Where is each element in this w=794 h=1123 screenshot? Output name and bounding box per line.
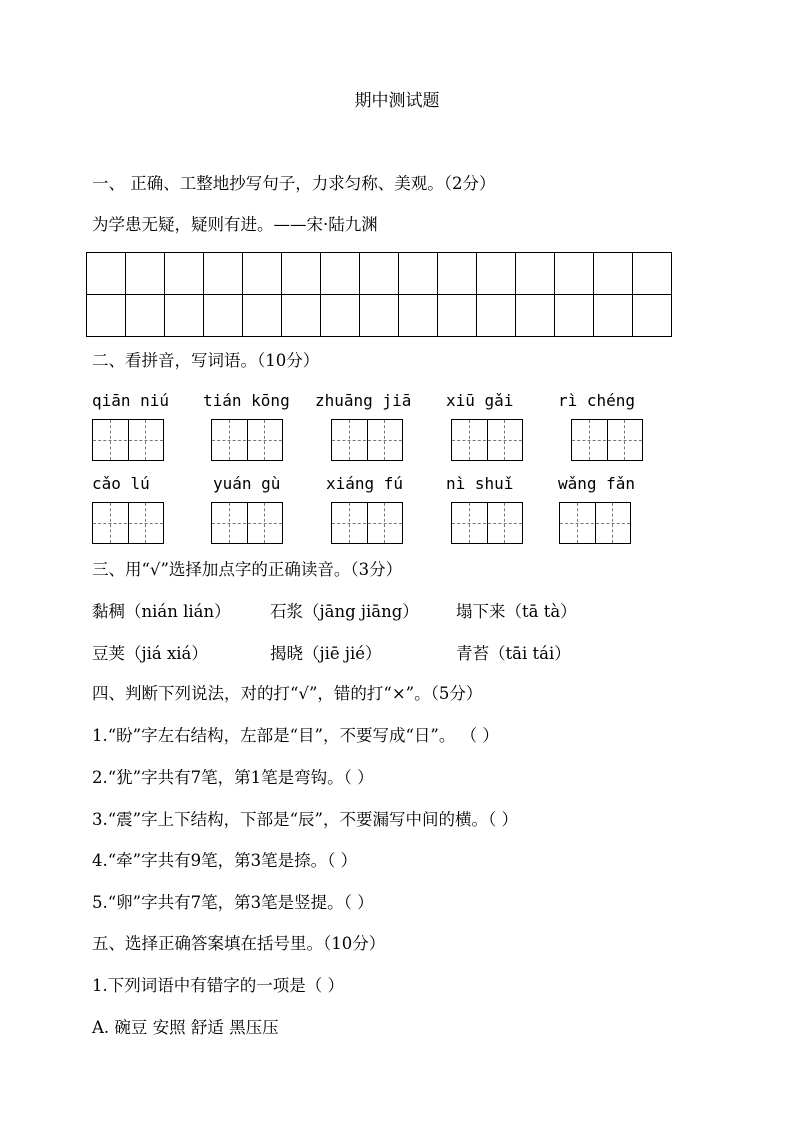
pinyin-label: yuán gù <box>213 474 281 493</box>
grid-cell[interactable] <box>165 253 204 295</box>
grid-cell[interactable] <box>633 295 672 337</box>
tian-grid-box[interactable] <box>211 419 283 461</box>
grid-cell[interactable] <box>204 253 243 295</box>
judgement-item[interactable]: 3.“震”字上下结构，下部是“辰”，不要漏写中间的横。（ ） <box>92 810 518 829</box>
grid-cell[interactable] <box>87 295 126 337</box>
grid-cell[interactable] <box>282 295 321 337</box>
grid-cell[interactable] <box>438 253 477 295</box>
pinyin-label: tián kōng <box>203 391 290 410</box>
grid-cell[interactable] <box>516 253 555 295</box>
question-1[interactable]: 1.下列词语中有错字的一项是（ ） <box>92 976 344 995</box>
copy-writing-grid <box>86 252 672 337</box>
section-4-heading: 四、判断下列说法，对的打“√”，错的打“×”。（5分） <box>92 684 483 703</box>
grid-cell[interactable] <box>165 295 204 337</box>
judgement-item[interactable]: 4.“牵”字共有9笔，第3笔是捺。（ ） <box>92 851 358 870</box>
grid-cell[interactable] <box>555 253 594 295</box>
section-1-heading: 一、 正确、工整地抄写句子，力求匀称、美观。（2分） <box>92 174 496 193</box>
grid-cell[interactable] <box>126 295 165 337</box>
grid-cell[interactable] <box>126 253 165 295</box>
pinyin-label: xiáng fú <box>326 474 404 493</box>
tian-grid-box[interactable] <box>331 419 403 461</box>
grid-cell[interactable] <box>360 295 399 337</box>
pinyin-label: xiū gǎi <box>446 391 514 410</box>
grid-cell[interactable] <box>555 295 594 337</box>
tian-grid-box[interactable] <box>571 419 643 461</box>
section-2-heading: 二、看拼音，写词语。（10分） <box>92 351 320 370</box>
grid-row-1 <box>87 253 672 295</box>
grid-cell[interactable] <box>438 295 477 337</box>
tian-grid-box[interactable] <box>559 502 631 544</box>
grid-cell[interactable] <box>633 253 672 295</box>
grid-cell[interactable] <box>282 253 321 295</box>
grid-cell[interactable] <box>477 253 516 295</box>
pinyin-label: zhuāng jiā <box>315 391 412 410</box>
tian-grid-box[interactable] <box>92 502 164 544</box>
grid-cell[interactable] <box>321 295 360 337</box>
reading-choice-item[interactable]: 黏稠（nián lián） <box>92 602 231 621</box>
pinyin-label: rì chéng <box>558 391 636 410</box>
judgement-item[interactable]: 1.“盼”字左右结构，左部是“目”，不要写成“日”。 （ ） <box>92 726 499 745</box>
reading-choice-item[interactable]: 豆荚（jiá xiá） <box>92 644 208 663</box>
grid-cell[interactable] <box>516 295 555 337</box>
pinyin-label: nì shuǐ <box>446 474 514 493</box>
grid-cell[interactable] <box>594 295 633 337</box>
tian-grid-box[interactable] <box>451 419 523 461</box>
judgement-item[interactable]: 2.“犹”字共有7笔，第1笔是弯钩。（ ） <box>92 768 374 787</box>
tian-grid-box[interactable] <box>211 502 283 544</box>
tian-grid-box[interactable] <box>331 502 403 544</box>
grid-cell[interactable] <box>243 295 282 337</box>
tian-grid-box[interactable] <box>92 419 164 461</box>
reading-choice-item[interactable]: 石浆（jāng jiāng） <box>270 602 419 621</box>
section-5-heading: 五、选择正确答案填在括号里。（10分） <box>92 934 386 953</box>
pinyin-label: qiān niú <box>92 391 170 410</box>
tian-grid-box[interactable] <box>451 502 523 544</box>
section-3-heading: 三、用“√”选择加点字的正确读音。（3分） <box>92 560 403 579</box>
grid-cell[interactable] <box>399 295 438 337</box>
grid-cell[interactable] <box>243 253 282 295</box>
grid-cell[interactable] <box>204 295 243 337</box>
option-a[interactable]: A. 碗豆 安照 舒适 黑压压 <box>92 1018 279 1037</box>
grid-cell[interactable] <box>321 253 360 295</box>
reading-choice-item[interactable]: 塌下来（tā tà） <box>456 602 577 621</box>
reading-choice-item[interactable]: 揭晓（jiē jié） <box>270 644 382 663</box>
page-title: 期中测试题 <box>354 91 440 111</box>
grid-cell[interactable] <box>594 253 633 295</box>
pinyin-label: wǎng fǎn <box>558 474 636 493</box>
grid-cell[interactable] <box>477 295 516 337</box>
grid-cell[interactable] <box>399 253 438 295</box>
copy-sentence: 为学患无疑，疑则有进。——宋·陆九渊 <box>92 215 378 234</box>
grid-cell[interactable] <box>87 253 126 295</box>
judgement-item[interactable]: 5.“卵”字共有7笔，第3笔是竖提。（ ） <box>92 893 374 912</box>
grid-cell[interactable] <box>360 253 399 295</box>
pinyin-label: cǎo lú <box>92 474 150 493</box>
reading-choice-item[interactable]: 青苔（tāi tái） <box>456 644 571 663</box>
grid-row-2 <box>87 295 672 337</box>
